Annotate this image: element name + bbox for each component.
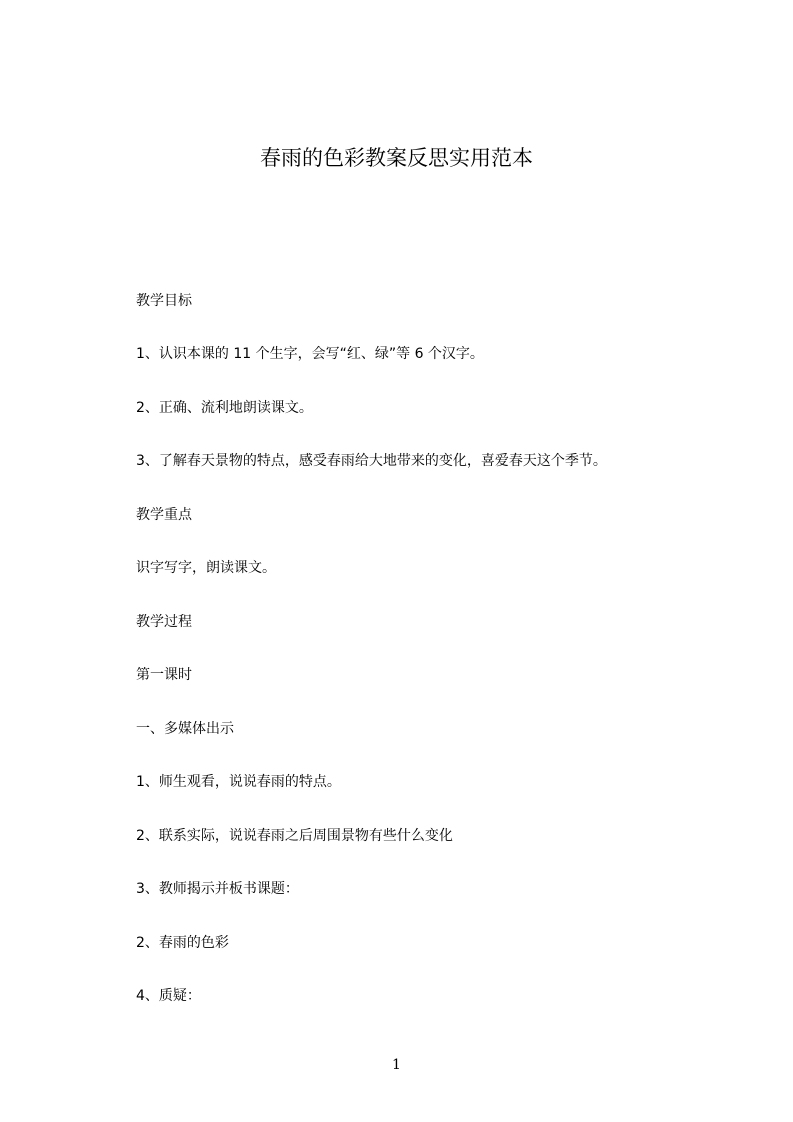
heading-teaching-focus: 教学重点 [136, 507, 192, 523]
focus-text: 识字写字，朗读课文。 [136, 560, 276, 576]
process-item-4: 4、质疑： [136, 988, 201, 1004]
goal-item-1: 1、认识本课的 11 个生字，会写“红、绿”等 6 个汉字。 [136, 346, 484, 362]
process-item-3: 3、教师揭示并板书课题： [136, 881, 299, 897]
process-item-1: 1、师生观看，说说春雨的特点。 [136, 774, 341, 790]
heading-teaching-process: 教学过程 [136, 614, 192, 630]
goal-item-2: 2、正确、流利地朗读课文。 [136, 400, 313, 416]
document-title: 春雨的色彩教案反思实用范本 [260, 146, 533, 170]
heading-first-lesson: 第一课时 [136, 667, 192, 683]
section-multimedia: 一、多媒体出示 [136, 721, 234, 737]
heading-teaching-goals: 教学目标 [136, 293, 192, 309]
lesson-title-line: 2、春雨的色彩 [136, 935, 229, 951]
process-item-2: 2、联系实际，说说春雨之后周围景物有些什么变化 [136, 828, 453, 844]
goal-item-3: 3、了解春天景物的特点，感受春雨给大地带来的变化，喜爱春天这个季节。 [136, 453, 607, 469]
page-number: 1 [392, 1057, 401, 1073]
